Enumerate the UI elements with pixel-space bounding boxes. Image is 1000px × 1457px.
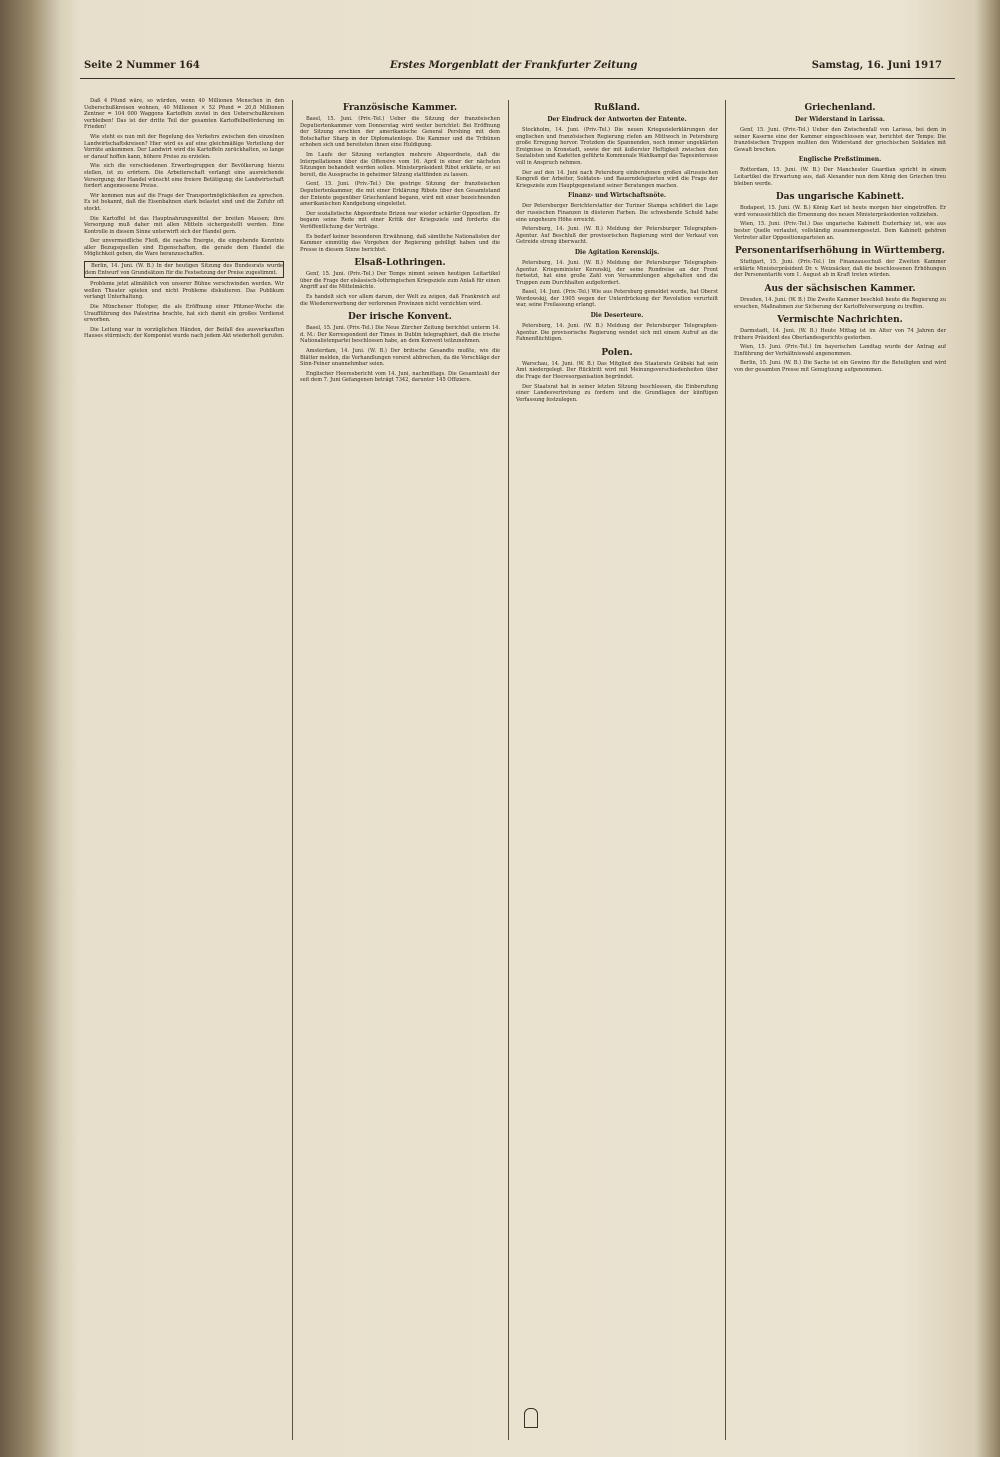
article-paragraph: Basel, 15. Juni. (Priv.-Tel.) Die Neue Zürcher Zeitung berichtet unterm 14. d. M.: Der Korrespondent der Times in Dublin telegraphiert, daß die irische Nationalistenpartei beschlossen habe, an dem Konvent teilzunehmen. <box>300 325 500 345</box>
section-heading: Griechenland. <box>804 103 876 113</box>
article-paragraph: Petersburg, 14. Juni. (W. B.) Meldung der Petersburger Telegraphen-Agentur. Die provisorische Regierung wendet sich mit einem Aufruf an die Fahnenflüchtigen. <box>516 323 718 343</box>
article-paragraph: Wien, 15. Juni. (Priv.-Tel.) Im bayerischen Landtag wurde der Antrag auf Einführung der Verhältniswahl angenommen. <box>734 344 946 357</box>
column-2 <box>300 98 500 1453</box>
article-paragraph: Warschau, 14. Juni. (W. B.) Das Mitglied des Staatsrats Gräbski hat sein Amt niedergelegt. Der Rücktritt wird mit Meinungsverschiedenheiten über die Frage der Heeresorganisation begründet. <box>516 360 718 381</box>
article-paragraph: Die Münchener Hofoper, die als Eröffnung einer Pfitzner-Woche die Uraufführung des Palestrina brachte, hat sich damit ein großes Verdienst erworben. <box>84 304 284 324</box>
article-paragraph: Probleme jetzt allmählich von unserer Bühne verschwinden werden. Wir wollen Theater spielen und nicht Probleme diskutieren. Das Publikum verlangt Unterhaltung. <box>84 281 284 301</box>
column-1 <box>84 98 284 1453</box>
article-paragraph: Darmstadt, 14. Juni. (W. B.) Heute Mittag ist im Alter von 74 Jahren der frühere Präsident des Oberlandesgerichts gestorben. <box>734 328 946 341</box>
article-paragraph: Daß 4 Pfund wäre, so würden, wenn 40 Millionen Menschen in den Ueberschußkreisen wohnen, 40 Millionen × 52 Pfund = 20,8 Millionen Zentner = 104 000 Waggons Kartoffeln zuviel in den Ueberschußkreisen verbleiben! Das ist der dritte Teil der gesamten Kartoffelbeförderung im Frieden! <box>84 98 284 131</box>
article-paragraph: Budapest, 15. Juni. (W. B.) König Karl ist heute morgen hier eingetroffen. Er wird voraussichtlich die Ernennung des neuen Ministerpräsidenten vollziehen. <box>734 205 946 218</box>
article-paragraph: Englischer Heeresbericht vom 14. Juni, nachmittags. Die Gesamtzahl der seit dem 7. Juni Gefangenen beträgt 7342, darunter 145 Offiziere. <box>300 370 500 384</box>
section-heading: Der irische Konvent. <box>348 312 452 323</box>
section-heading: Elsaß-Lothringen. <box>354 258 446 269</box>
article-paragraph: Der sozialistische Abgeordnete Brizon war wieder schärfer Opposition. Er begann seine Rede mit einer Kritik der Kriegsziele und forderte die Veröffentlichung der Verträge. <box>300 210 500 230</box>
section-heading: Vermischte Nachrichten. <box>777 315 903 326</box>
article-paragraph: Genf, 15. Juni. (Priv.-Tel.) Ueber den Zwischenfall von Larissa, bei dem in seiner Kaserne eine der Kammer eingeschlossen war, berichtet der Temps: Die französischen Truppen mußten den Widerstand der griechischen Soldaten mit Gewalt brechen. <box>734 127 946 153</box>
article-paragraph: Im Laufe der Sitzung verlangten mehrere Abgeordnete, daß die Interpellationen über die Offensive vom 16. April in einer der nächsten Sitzungen behandelt werden sollen. Ministerpräsident Ribot erklärte, er sei bereit, die Aussprache in geheimer Sitzung stattfinden zu lassen. <box>300 151 500 178</box>
article-paragraph: Der Staatsrat hat in seiner letzten Sitzung beschlossen, die Einberufung einer Landesvertretung zu fordern und die Grundlagen der künftigen Verfassung festzulegen. <box>516 383 718 403</box>
article-paragraph: Wie steht es nun mit der Regelung des Verkehrs zwischen den einzelnen Landwirtschaftskreisen? Hier wird es auf eine gleichmäßige Verteilung der Vorräte ankommen. Der Landwirt wird die Kartoffeln zurückhalten, so lange er darauf hoffen kann, höhere Preise zu erzielen. <box>84 133 284 160</box>
header-rule <box>80 78 955 79</box>
section-heading: Das ungarische Kabinett. <box>775 192 905 203</box>
article-paragraph: Es handelt sich vor allem darum, der Welt zu zeigen, daß Frankreich auf die Wiedererwerbung der verlorenen Provinzen nicht verzichten wird. <box>300 294 500 307</box>
page-mark-icon <box>524 1408 538 1428</box>
article-paragraph: Dresden, 14. Juni. (W. B.) Die Zweite Kammer beschloß heute die Regierung zu ersuchen, Maßnahmen zur Sicherung der Kartoffelversorgung zu treffen. <box>734 296 946 310</box>
article-paragraph: Wie sich die verschiedenen Erwerbsgruppen der Bevölkerung hierzu stellen, ist zu erörtern. Die Arbeiterschaft verlangt eine ausreichende Versorgung; der Handel wünscht eine freiere Betätigung; die Landwirtschaft fordert angemessene Preise. <box>84 163 284 190</box>
header-masthead: Erstes Morgenblatt der Frankfurter Zeitung <box>390 60 638 71</box>
section-subheading: Die Agitation Kerenskijs. <box>574 248 660 256</box>
section-subheading: Englische Preßstimmen. <box>798 156 882 164</box>
section-subheading: Der Widerstand in Larissa. <box>794 116 886 123</box>
column-4 <box>734 98 946 1453</box>
article-paragraph: Der Petersburger Berichterstatter der Turiner Stampa schildert die Lage der russischen Finanzen in düsteren Farben. Die schwebende Schuld habe eine ungeheure Höhe erreicht. <box>516 203 718 223</box>
article-paragraph: Die Kartoffel ist das Hauptnahrungsmittel der breiten Massen; ihre Versorgung muß daher mit allen Mitteln sichergestellt werden. Eine Kontrolle in diesem Sinne unterwirft sich der Handel gern. <box>84 215 284 235</box>
header-date: Samstag, 16. Juni 1917 <box>811 60 942 71</box>
article-paragraph: Es bedarf keiner besonderen Erwähnung, daß sämtliche Nationalisten der Kammer einmütig das Vorgehen der Regierung gebilligt haben und die Presse in diesem Sinne berichtet. <box>300 233 500 253</box>
section-heading: Polen. <box>601 347 633 358</box>
article-paragraph: Amsterdam, 14. Juni. (W. B.) Der britische Gesandte mußte, wie die Blätter melden, die Verhandlungen vorerst abbrechen, da die Vorschläge der Sinn-Feiner unannehmbar seien. <box>300 348 500 368</box>
article-paragraph: Petersburg, 14. Juni. (W. B.) Meldung der Petersburger Telegraphen-Agentur. Auf Beschluß der provisorischen Regierung wird der Verkauf von Getreide streng überwacht. <box>516 226 718 246</box>
section-heading: Personentarifserhöhung in Württemberg. <box>735 246 945 257</box>
article-paragraph: Basel, 15. Juni. (Priv.-Tel.) Ueber die Sitzung der französischen Deputiertenkammer vom Donnerstag wird weiter berichtet: Bei Eröffnung der Sitzung erschien der amerikanische General Pershing mit dem Botschafter Sharp in der Diplomatenloge. Die Kammer und die Tribünen erhoben sich und bereiteten ihnen eine Huldigung. <box>300 116 500 149</box>
article-paragraph: Genf, 15. Juni. (Priv.-Tel.) Der Temps nimmt seinen heutigen Leitartikel über die Frage der elsässisch-lothringischen Kriegsziele zum Anlaß für einen Angriff auf die Mittelmächte. <box>300 271 500 291</box>
newspaper-sheet <box>70 48 962 1438</box>
boxed-notice: Berlin, 14. Juni. (W. B.) In der heutigen Sitzung des Bundesrats wurde dem Entwurf von Grundsätzen für die Festsetzung der Preise zugestimmt. <box>84 261 284 278</box>
article-paragraph: Wien, 15. Juni. (Priv.-Tel.) Das ungarische Kabinett Eszterházy ist, wie aus bester Quelle verlautet, vollständig zusammengesetzt. Dem Kabinett gehören Vertreter aller Oppositionsparteien an. <box>734 221 946 241</box>
article-paragraph: Petersburg, 14. Juni. (W. B.) Meldung der Petersburger Telegraphen-Agentur. Kriegsminister Kerenskij, der seine Rundreise an der Front fortsetzt, hat eine große Zahl von Versammlungen abgehalten und die Truppen zum Durchhalten aufgefordert. <box>516 259 718 286</box>
article-paragraph: Berlin, 15. Juni. (W. B.) Die Sache ist ein Gewinn für die Beteiligten und wird von der gesamten Presse mit Genugtuung aufgenommen. <box>734 360 946 374</box>
section-subheading: Die Deserteure. <box>590 312 644 320</box>
section-subheading: Finanz- und Wirtschaftsnöte. <box>567 192 667 200</box>
article-paragraph: Wir kommen nun auf die Frage der Transportmöglichkeiten zu sprechen. Es ist bekannt, daß die Eisenbahnen stark belastet sind und die Zufuhr oft stockt. <box>84 192 284 212</box>
page-header <box>70 60 962 78</box>
article-paragraph: Basel, 14. Juni. (Priv.-Tel.) Wie aus Petersburg gemeldet wurde, hat Oberst Wordowskij, der 1905 wegen der Unterdrückung der Revolution verurteilt war, seine Freilassung erlangt. <box>516 289 718 309</box>
article-paragraph: Der unvermeidliche Fleiß, die rasche Energie, die eingehende Kenntnis aller Bezugsquellen sind Eigenschaften, die gerade dem Handel die Möglichkeit geben, die Ware heranzuschaffen. <box>84 238 284 258</box>
article-paragraph: Die Leitung war in vorzüglichen Händen, der Beifall des ausverkauften Hauses stürmisch; der Komponist wurde nach jedem Akt wiederholt gerufen. <box>84 326 284 340</box>
column-3 <box>516 98 718 1453</box>
article-paragraph: Stuttgart, 15. Juni. (Priv.-Tel.) Im Finanzausschuß der Zweiten Kammer erklärte Ministerpräsident Dr. v. Weizsäcker, daß die beschlossenen Erhöhungen der Personentarife vom 1. August ab in Kraft treten würden. <box>734 259 946 279</box>
article-paragraph: Stockholm, 14. Juni. (Priv.-Tel.) Die neuen Kriegszielerklärungen der englischen und französischen Regierung riefen am Mittwoch in Petersburg große Erregung hervor. Trotzdem die Spannenden, noch immer ungeklärten Ereignisse in Kronstadt, sowie der mit äußerster Heftigkeit zwischen den Sozialisten und Kadetten geführte Kommunale Wahlkampf das Tagesinteresse voll in Anspruch nehmen. <box>516 127 718 166</box>
article-paragraph: Genf, 15. Juni. (Priv.-Tel.) Die gestrige Sitzung der französischen Deputiertenkammer, die mit einer Erklärung Ribots über den Gesamtstand der Entente gegenüber Griechenland begann, wird mit einer bezeichnenden amerikanischen Kundgebung eingeleitet. <box>300 181 500 208</box>
article-paragraph: Rotterdam, 15. Juni. (W. B.) Der Manchester Guardian spricht in einem Leitartikel die Erwartung aus, daß Alexander nun dem König den Griechen treu bleiben werde. <box>734 167 946 187</box>
column-divider <box>508 100 509 1440</box>
section-heading: Aus der sächsischen Kammer. <box>764 283 916 294</box>
section-subheading: Der Eindruck der Antworten der Entente. <box>547 116 687 123</box>
header-page-number: Seite 2 Nummer 164 <box>84 60 200 71</box>
column-divider <box>725 100 726 1440</box>
section-heading: Rußland. <box>593 103 641 113</box>
article-paragraph: Der auf den 14. Juni nach Petersburg einberufenen großen allrussischen Kongreß der Arbeiter, Soldaten- und Bauerndelegierten wird die Frage der Kriegsziele zum Hauptgegenstand seiner Beratungen machen. <box>516 169 718 189</box>
section-heading: Französische Kammer. <box>342 103 458 113</box>
column-divider <box>292 100 293 1440</box>
